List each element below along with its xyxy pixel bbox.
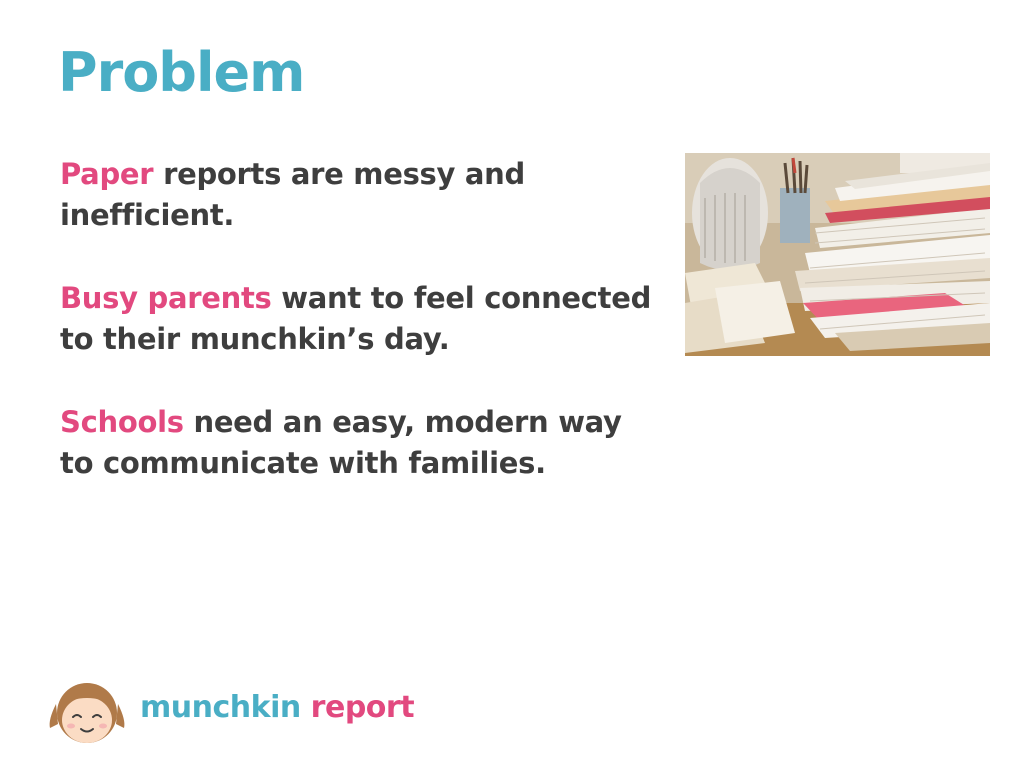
brand-wordmark [140,688,414,728]
girl-face-icon [46,676,128,746]
paper-stack-photo [685,153,990,356]
paper-stack-illustration [685,153,990,356]
point-highlight: Busy parents [60,281,272,315]
point-highlight: Schools [60,405,184,439]
point-paper [60,154,660,236]
point-text: want to feel connected to their munchkin’s day. [60,281,652,356]
point-schools [60,402,660,484]
brand-space [301,690,311,725]
point-text: reports are messy and inefficient. [60,157,525,232]
slide-title: Problem [58,41,305,104]
point-text: need an easy, modern way to communicate with families. [60,405,622,480]
point-highlight: Paper [60,157,154,191]
brand-first: munchkin [140,690,301,725]
point-busy-parents [60,278,660,360]
problem-points [60,154,660,526]
brand-second: report [310,690,415,725]
